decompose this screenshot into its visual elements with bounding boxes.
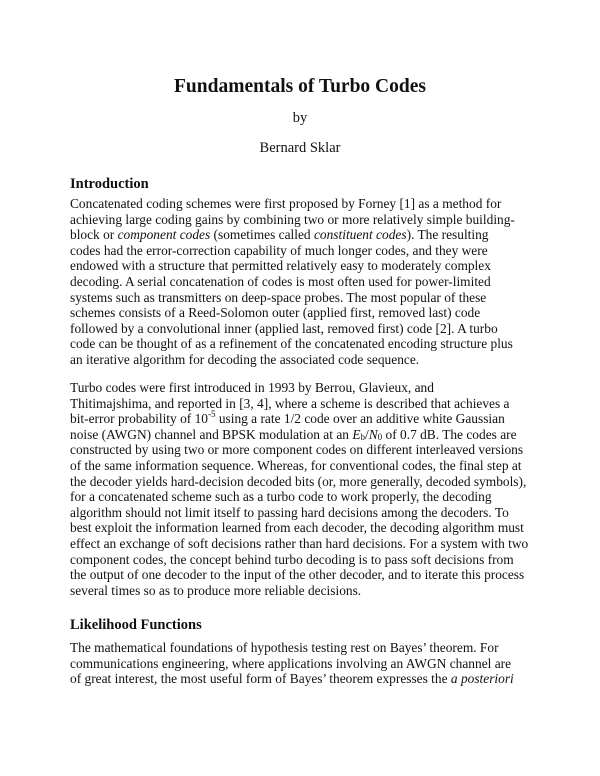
- text-line: schemes consists of a Reed-Solomon outer (applied first, removed last) code: [70, 305, 481, 321]
- section-heading-likelihood: Likelihood Functions: [70, 617, 202, 633]
- text-line: constructed by using two or more component codes on different interleaved versions: [70, 442, 524, 458]
- text-line: several times so as to produce more reliable decisions.: [70, 582, 362, 598]
- text-line: the output of one decoder to the input of the other decoder, and to iterate this process: [70, 567, 525, 583]
- emphasis-component-codes: component codes: [117, 227, 211, 243]
- emphasis-constituent-codes: constituent codes: [313, 227, 407, 243]
- math-n0: N: [368, 426, 378, 442]
- text-line: endowed with a structure that permitted relatively easy to moderately complex: [70, 258, 491, 274]
- text-line: the decoder yields hard-decision decoded bits (or, more generally, decoded symbols),: [70, 473, 527, 489]
- text-line: an iterative algorithm for decoding the associated code sequence.: [70, 351, 420, 367]
- text-line: codes had the error-correction capability of much longer codes, and they were: [70, 242, 488, 258]
- math-eb-subscript: b: [360, 431, 365, 442]
- paper-title: Fundamentals of Turbo Codes: [174, 76, 426, 97]
- text-line: The mathematical foundations of hypothesis testing rest on Bayes’ theorem. For: [70, 640, 499, 655]
- text-line: [70, 671, 540, 687]
- text-line: best exploit the information learned from each decoder, the decoding algorithm must: [70, 520, 524, 536]
- text-line: component codes, the concept behind turbo decoding is to pass soft decisions from: [70, 551, 514, 567]
- text-line: algorithm should not limit itself to passing hard decisions among the decoders. To: [70, 504, 509, 520]
- text-line: communications engineering, where applications involving an AWGN channel are: [70, 655, 512, 671]
- author-name: Bernard Sklar: [259, 140, 341, 156]
- text-line: Turbo codes were first introduced in 1993 by Berrou, Glavieux, and: [70, 380, 434, 395]
- text-segment: noise (AWGN) channel and BPSK modulation at an: [70, 426, 353, 442]
- byline-by: by: [292, 110, 308, 126]
- text-segment: of 0.7 dB. The codes are: [382, 426, 517, 442]
- text-segment: using a rate 1/2 code over an additive white Gaussian: [215, 411, 505, 427]
- text-line: [70, 408, 540, 427]
- text-segment: of great interest, the most useful form of Bayes’ theorem expresses the: [70, 671, 451, 687]
- text-line: Thitimajshima, and reported in [3, 4], where a scheme is described that achieves a: [70, 395, 510, 411]
- text-line: followed by a convolutional inner (applied last, removed first) code [2]. A turbo: [70, 320, 498, 336]
- intro-paragraph-2: [70, 380, 540, 598]
- emphasis-a-posteriori: a posteriori: [450, 671, 514, 687]
- text-line: of the same information sequence. Whereas, for conventional codes, the final step at: [70, 457, 522, 473]
- math-n0-subscript: 0: [377, 431, 383, 442]
- text-line: [70, 427, 540, 443]
- text-line: achieving large coding gains by combining two or more relatively simple building-: [70, 211, 515, 227]
- text-line: decoding. A serial concatenation of codes is most often used for power-limited: [70, 273, 491, 289]
- text-line: systems such as transmitters on deep-space probes. The most popular of these: [70, 289, 487, 305]
- text-line: for a concatenated scheme such as a turbo code to work properly, the decoding: [70, 489, 492, 505]
- text-segment: block or: [70, 227, 118, 243]
- text-line: [70, 227, 540, 243]
- superscript-exponent: -5: [207, 408, 216, 419]
- text-segment: (sometimes called: [210, 227, 314, 243]
- text-line: effect an exchange of soft decisions rather than hard decisions. For a system with two: [70, 535, 529, 551]
- math-slash: /: [365, 426, 369, 442]
- intro-paragraph-1: [70, 196, 540, 368]
- text-segment: bit-error probability of 10: [70, 411, 208, 427]
- text-line: Concatenated coding schemes were first proposed by Forney [1] as a method for: [70, 196, 502, 211]
- likelihood-paragraph-1: [70, 640, 540, 687]
- text-line: code can be thought of as a refinement of the concatenated encoding structure plus: [70, 336, 513, 352]
- text-segment: ). The resulting: [406, 227, 489, 243]
- section-heading-introduction: Introduction: [70, 176, 149, 192]
- math-eb: E: [352, 426, 361, 442]
